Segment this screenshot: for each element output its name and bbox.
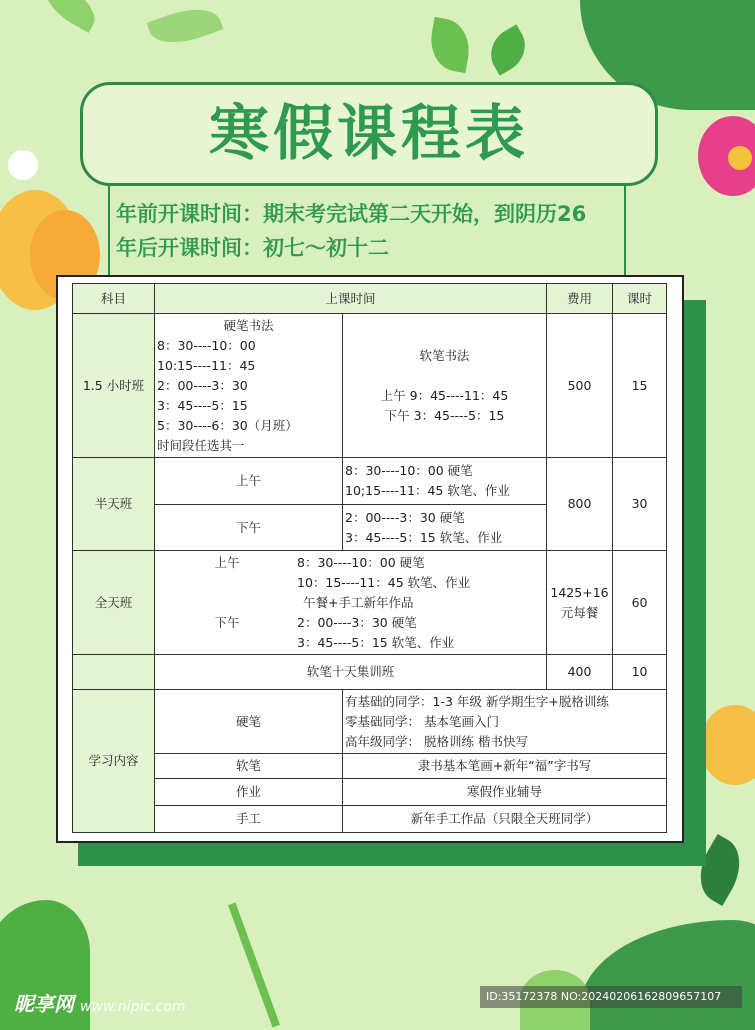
table-row: [73, 754, 667, 779]
table-row: [73, 655, 667, 690]
schedule-table: [72, 283, 667, 833]
image-id-watermark: ID:35172378 NO:20240206162809657107: [480, 986, 742, 1008]
table-row: [73, 806, 667, 833]
content-line: 零基础同学： 基本笔画入门: [345, 713, 499, 729]
table-row: [73, 314, 667, 458]
full-day-schedule: [155, 551, 547, 655]
time-slot: 上午 9：45----11：45: [380, 387, 509, 403]
content-label: 软笔: [155, 754, 343, 779]
row-subject-empty: [73, 655, 155, 690]
time-slot: 3：45----5：15 软笔、作业: [345, 529, 503, 545]
hard-pen-schedule: [155, 314, 343, 458]
time-slot: 3：45----5：15: [157, 397, 248, 413]
hours-value: 10: [613, 655, 667, 690]
row-subject: 全天班: [73, 551, 155, 655]
pink-flower-icon: [698, 106, 755, 206]
fee-value: 400: [547, 655, 613, 690]
morning-schedule: [343, 458, 547, 505]
top-leaves-decoration: [0, 0, 755, 80]
site-watermark: [14, 988, 186, 1017]
morning-label: 上午: [155, 458, 343, 505]
table-row: [73, 779, 667, 806]
afternoon-label: 下午: [214, 614, 240, 630]
table-header-row: [73, 284, 667, 314]
hours-value: 30: [613, 458, 667, 551]
time-slot: 10;15----11：45 软笔、作业: [345, 483, 510, 498]
yellow-flower-right-icon: [700, 705, 755, 795]
hours-value: 60: [613, 551, 667, 655]
content-label: 作业: [155, 779, 343, 806]
fee-value: 500: [547, 314, 613, 458]
table-row: [73, 458, 667, 505]
time-slot: 10:15----11：45: [157, 357, 256, 373]
hours-value: 15: [613, 314, 667, 458]
fee-line: 元每餐: [560, 604, 599, 620]
table-row: [73, 690, 667, 754]
header-fee: 费用: [547, 284, 613, 314]
time-slot: 2：00----3：30: [157, 377, 248, 393]
content-detail: [343, 690, 667, 754]
content-line: 有基础的同学：1-3 年级 新学期生字+脱格训练: [345, 693, 609, 709]
row-subject: 学习内容: [73, 690, 155, 833]
row-subject: 半天班: [73, 458, 155, 551]
info-line-before-new-year: 年前开课时间：期末考完试第二天开始，到阴历26: [116, 202, 587, 226]
time-slot: 8：30----10：00 硬笔: [345, 463, 473, 478]
time-slot: 2：00----3：30 硬笔: [297, 614, 417, 630]
time-slot: 5：30----6：30（月班）: [157, 417, 298, 433]
time-slot-note: 时间段任选其一: [157, 437, 245, 453]
header-time: 上课时间: [155, 284, 547, 314]
intensive-class-name: 软笔十天集训班: [155, 655, 547, 690]
time-slot: 下午 3：45----5：15: [384, 407, 505, 423]
header-subject: 科目: [73, 284, 155, 314]
fee-value: [547, 551, 613, 655]
page-title: 寒假课程表: [209, 99, 529, 169]
content-detail: 新年手工作品（只限全天班同学）: [343, 806, 667, 833]
afternoon-label: 下午: [155, 505, 343, 551]
content-label: 手工: [155, 806, 343, 833]
row-subject: 1.5 小时班: [73, 314, 155, 458]
time-slot: 2：00----3：30 硬笔: [345, 509, 465, 525]
content-detail: 隶书基本笔画+新年“福”字书写: [343, 754, 667, 779]
white-flower-icon: [8, 150, 38, 180]
fee-line: 1425+16: [550, 584, 609, 600]
lunch-note: 午餐+手工新年作品: [303, 594, 414, 610]
soft-brush-schedule: [343, 314, 547, 458]
morning-label: 上午: [214, 554, 240, 570]
info-line-after-new-year: 年后开课时间：初七～初十二: [116, 236, 389, 260]
time-slot: 10：15----11：45 软笔、作业: [297, 574, 471, 590]
content-detail: 寒假作业辅导: [343, 779, 667, 806]
header-hours: 课时: [613, 284, 667, 314]
table-row: [73, 551, 667, 655]
soft-brush-title: 软笔书法: [419, 347, 470, 363]
afternoon-schedule: [343, 505, 547, 551]
content-line: 高年级同学： 脱格训练 楷书快写: [345, 733, 528, 749]
fee-value: 800: [547, 458, 613, 551]
time-slot: 3：45----5：15 软笔、作业: [297, 634, 455, 650]
hard-pen-title: 硬笔书法: [223, 317, 274, 333]
time-slot: 8：30----10：00: [157, 337, 256, 353]
site-url: www.nipic.com: [80, 999, 186, 1015]
time-slot: 8：30----10：00 硬笔: [297, 554, 425, 570]
site-name: 昵享网: [14, 992, 74, 1016]
content-label: 硬笔: [155, 690, 343, 754]
